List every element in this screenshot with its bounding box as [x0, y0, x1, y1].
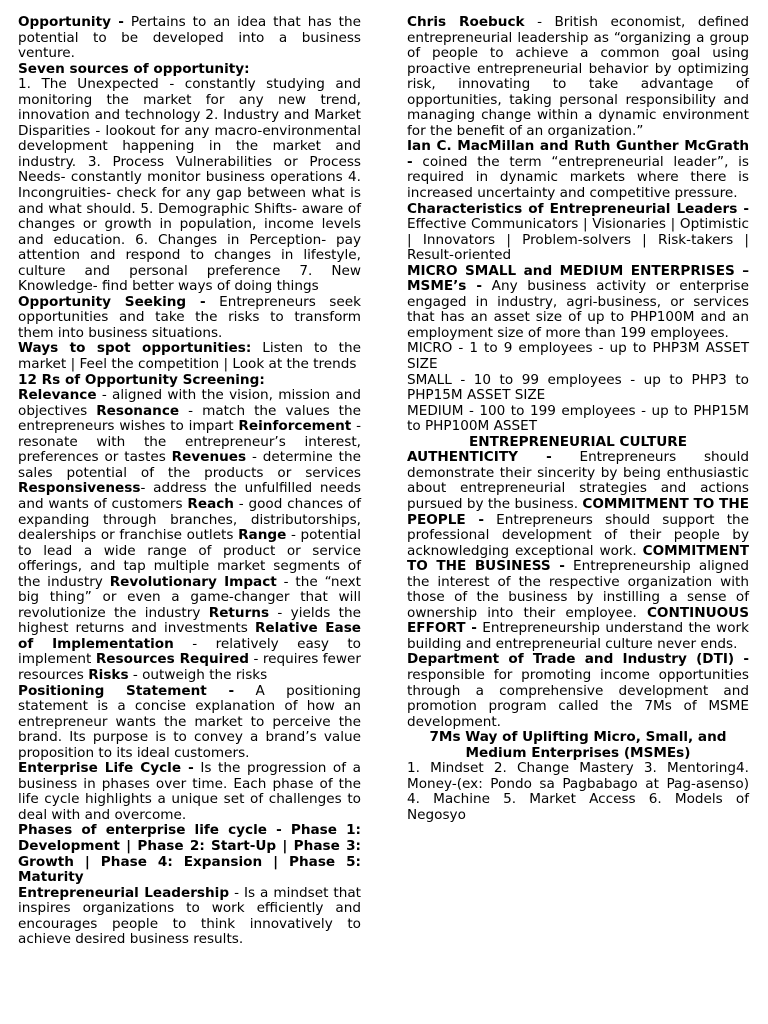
seven-sources-heading	[18, 62, 361, 78]
heading-text: 12 Rs of Opportunity Screening:	[18, 371, 265, 388]
culture-def: Entrepreneurs should support the professional development of their people by acknowledging exceptional work.	[407, 511, 749, 559]
culture-def: Entrepreneurship understand the work building and entrepreneurial culture never ends.	[407, 620, 750, 652]
heading-text: 7Ms Way of Uplifting Micro, Small, and Medium Enterprises (MSMEs)	[429, 729, 727, 761]
culture-def: Entrepreneurship aligned the interest of the respective organization with those of the business by instilling a sense of ownership into their employee.	[407, 558, 749, 621]
screening-def: - potential to lead a wide range of product or service offerings, and tap multiple market segments of the industry	[18, 527, 361, 590]
screening-term: Range	[238, 527, 287, 544]
screening-term: Revenues	[171, 449, 247, 466]
screening-def: - determine the sales potential of the products or services	[18, 449, 361, 481]
definition-text: - British economist, defined entrepreneurial leadership as “organizing a group of people to achieve a common goal using proactive entrepreneurial behavior by optimizing risk, innovating to take advantage of opportunities, taking personal responsibility and managing change within a dynamic environment for the benefit of an organization.”	[407, 14, 749, 139]
screening-def: - relatively easy to implement	[18, 635, 361, 668]
right-column	[407, 15, 749, 823]
definition-text: Effective Communicators | Visionaries | Optimistic | Innovators | Problem-solvers | Risk-takers | Result-oriented	[407, 216, 749, 264]
phases-text: Phases of enterprise life cycle - Phase 1: Development | Phase 2: Start-Up | Phase 3: Growth | Phase 4: Expansion | Phase 5: Maturity	[18, 822, 361, 886]
culture-body	[407, 450, 749, 652]
culture-term: AUTHENTICITY -	[407, 449, 552, 466]
screening-term: Returns	[208, 604, 270, 621]
medium-size: MEDIUM - 100 to 199 employees - up to PHP15M to PHP100M ASSET	[407, 402, 749, 435]
definition-text: coined the term “entrepreneurial leader”, is required in dynamic markets where there is increased uncertainty and competitive pressure.	[407, 153, 749, 202]
term-label: Enterprise Life Cycle -	[18, 760, 194, 777]
heading-text: Seven sources of opportunity:	[18, 60, 250, 77]
term-label: Characteristics of Entrepreneurial Leaders -	[407, 200, 749, 217]
entrepreneurial-leadership-definition	[18, 886, 361, 948]
term-label: Entrepreneurial Leadership	[18, 884, 230, 901]
term-label: Chris Roebuck	[407, 14, 525, 30]
definition-text: A positioning statement is a concise explanation of how an entrepreneur wants the market to perceive the brand. Its purpose is to convey a brand’s value proposition to its ideal customers.	[18, 682, 361, 761]
screening-def: - the “next big thing” or even a game-changer that will revolutionize the industry	[18, 573, 361, 621]
screening-term: Risks	[88, 666, 129, 683]
opportunity-definition	[18, 15, 361, 62]
definition-text: - Is a mindset that inspires organizations to work efficiently and encourages people to think innovatively to achieve desired business results.	[18, 884, 361, 948]
roebuck-definition	[407, 15, 749, 139]
screening-def: - match the values the entrepreneurs wishes to impart	[18, 402, 361, 435]
screening-term: Relative Ease of Implementation	[18, 620, 362, 652]
screening-term: Reach	[187, 495, 234, 512]
characteristics-definition	[407, 202, 749, 264]
macmillan-definition	[407, 139, 749, 201]
dti-definition	[407, 652, 749, 730]
micro-size: MICRO - 1 to 9 employees - up to PHP3M ASSET SIZE	[407, 340, 749, 373]
ways-to-spot-definition	[18, 341, 361, 372]
opportunity-seeking-definition	[18, 295, 361, 342]
screening-term: Revolutionary Impact	[109, 573, 277, 590]
screening-def: - good chances of expanding through branches, distributorships, dealerships or franchise outlets	[18, 495, 361, 544]
screening-term: Resonance	[96, 402, 180, 419]
culture-heading	[407, 435, 749, 451]
term-label: Positioning Statement -	[18, 682, 235, 699]
term-label: Department of Trade and Industry (DTI) -	[407, 651, 749, 668]
term-label: MICRO SMALL and MEDIUM ENTERPRISES – MSME’s -	[407, 262, 749, 295]
culture-term: CONTINUOUS EFFORT -	[407, 604, 749, 637]
screening-term: Resources Required	[95, 651, 249, 668]
term-label: Ian C. MacMillan and Ruth Gunther McGrath -	[407, 138, 749, 170]
screening-def: - resonate with the entrepreneur’s interest, preferences or tastes	[18, 418, 361, 466]
heading-text: ENTREPRENEURIAL CULTURE	[468, 433, 688, 450]
culture-term: COMMITMENT TO THE BUSINESS -	[407, 542, 749, 575]
definition-text: Is the progression of a business in phases over time. Each phase of the life cycle highlights a unique set of challenges to deal with and overcome.	[18, 760, 361, 823]
definition-text: Pertains to an idea that has the potential to be developed into a business venture.	[18, 14, 361, 62]
screening-body	[18, 388, 361, 683]
screening-def: - outweigh the risks	[128, 666, 268, 683]
msme-definition	[407, 264, 749, 342]
positioning-statement-definition	[18, 684, 361, 762]
screening-heading	[18, 373, 361, 389]
screening-def: - aligned with the vision, mission and objectives	[18, 387, 361, 419]
term-label: Opportunity -	[18, 14, 124, 30]
screening-def: - yields the highest returns and investments	[18, 604, 361, 637]
life-cycle-phases	[18, 823, 361, 885]
small-size: SMALL - 10 to 99 employees - up to PHP3 to PHP15M ASSET SIZE	[407, 371, 749, 404]
enterprise-life-cycle-definition	[18, 761, 361, 823]
screening-term: Relevance	[18, 387, 97, 404]
screening-def: - address the unfulfilled needs and wants of customers	[18, 480, 361, 512]
definition-text: Listen to the market | Feel the competition | Look at the trends	[18, 340, 361, 373]
term-label: Ways to spot opportunities:	[18, 340, 252, 357]
culture-def: Entrepreneurs should demonstrate their sincerity by being enthusiastic about entrepreneurial strategies and actions pursued by the business.	[407, 449, 749, 512]
screening-term: Reinforcement	[238, 418, 352, 435]
definition-text: Entrepreneurs seek opportunities and take the risks to transform them into business situations.	[18, 293, 361, 341]
seven-ms-body: 1. Mindset 2. Change Mastery 3. Mentoring4. Money-(ex: Pondo sa Pagbabago at Pag-asenso) 4. Machine 5. Market Access 6. Models of Negosyo	[407, 760, 749, 823]
culture-term: COMMITMENT TO THE PEOPLE -	[407, 495, 749, 528]
term-label: Opportunity Seeking -	[18, 293, 206, 310]
definition-text: Any business activity or enterprise engaged in industry, agri-business, or services that has an asset size of up to PHP100M and an employment size of more than 199 employees.	[407, 278, 749, 341]
definition-text: responsible for promoting income opportunities through a comprehensive development and promotion program called the 7Ms of MSME development.	[407, 666, 749, 730]
left-column	[18, 15, 361, 948]
screening-term: Responsiveness	[18, 480, 141, 497]
seven-ms-heading	[407, 730, 749, 761]
seven-sources-body: 1. The Unexpected - constantly studying and monitoring the market for any new trend, innovation and technology 2. Industry and Market Disparities - lookout for any macro-environmental development happening in the market and industry. 3. Process Vulnerabilities or Process Needs- constantly monitor business operations 4. Incongruities- check for any gap between what is and what should. 5. Demographic Shifts- aware of changes or growth in population, income levels and education. 6. Changes in Perception- pay attention and respond to changes in lifestyle, culture and personal preference 7. New Knowledge- find better ways of doing things	[18, 76, 361, 295]
screening-def: - requires fewer resources	[18, 651, 361, 683]
